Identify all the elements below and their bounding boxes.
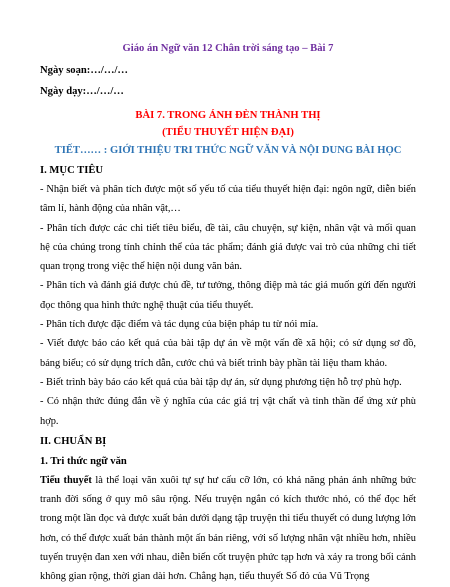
prep-date: Ngày soạn:…/…/… (40, 65, 128, 76)
objective-item: - Nhận biết và phân tích được một số yếu tố của tiểu thuyết hiện đại: ngôn ngữ, diễn biến tâm lí, hành động của nhân vật,… (40, 184, 416, 215)
objective-item: - Có nhận thức đúng đắn về ý nghĩa của các giá trị vật chất và tinh thần để ứng xử phù hợp. (40, 396, 416, 427)
lesson-title: BÀI 7. TRONG ÁNH ĐÈN THÀNH THỊ (135, 110, 321, 121)
novel-definition-text: là thể loại văn xuôi tự sự hư cấu cỡ lớn, có khả năng phản ánh những bức tranh đời sống ở quy mô sâu rộng. Nếu truyện ngắn có kích thước nhỏ, có thể đọc hết trong một lần đọc và được xuất bản dưới dạng tập truyện thì tiểu thuyết có dung lượng lớn hơn, có thể được xuất bản thành một ấn bản riêng, với số lượng nhân vật nhiều hơn, nhiều tuyến truyện đan xen với nhau, diễn biến cốt truyện phức tạp hơn và xảy ra trong bối cảnh không gian rộng, thời gian dài hơn. Chẳng hạn, tiểu thuyết Số đỏ của Vũ Trọng (40, 474, 417, 583)
novel-definition-paragraph (40, 471, 416, 587)
period-title: TIẾT…… : GIỚI THIỆU TRI THỨC NGỮ VĂN VÀ NỘI DUNG BÀI HỌC (54, 145, 402, 156)
teach-date: Ngày dạy:…/…/… (40, 86, 124, 97)
lesson-subtitle: (TIỂU THUYẾT HIỆN ĐẠI) (162, 127, 294, 138)
objective-item: - Biết trình bày báo cáo kết quả của bài tập dự án, sử dụng phương tiện hỗ trợ phù hợp. (40, 376, 402, 388)
section-objectives-heading: I. MỤC TIÊU (40, 165, 104, 176)
objective-item: - Phân tích được các chi tiết tiêu biểu, đề tài, câu chuyện, sự kiện, nhân vật và mối quan hệ của chúng trong tính chỉnh thể của tác phẩm; đánh giá được vai trò của những chi tiết quan trọng trong việc thể hiện nội dung văn bản. (40, 222, 416, 273)
objective-item: - Phân tích được đặc điểm và tác dụng của biện pháp tu từ nói mỉa. (40, 319, 319, 331)
document-title: Giáo án Ngữ văn 12 Chân trời sáng tạo – Bài 7 (122, 43, 334, 54)
literary-knowledge-heading: 1. Tri thức ngữ văn (40, 455, 127, 467)
section-preparation-heading: II. CHUẨN BỊ (40, 435, 107, 447)
objective-item: - Phân tích và đánh giá được chủ đề, tư tưởng, thông điệp mà tác giả muốn gửi đến người đọc thông qua hình thức nghệ thuật của tiểu thuyết. (40, 280, 416, 311)
term-novel: Tiểu thuyết (40, 474, 92, 486)
objective-item: - Viết được báo cáo kết quả của bài tập dự án về một vấn đề xã hội; có sử dụng sơ đồ, bảng biểu; có sử dụng trích dẫn, cước chú và biết trình bày phần tài liệu tham khảo. (40, 338, 416, 369)
